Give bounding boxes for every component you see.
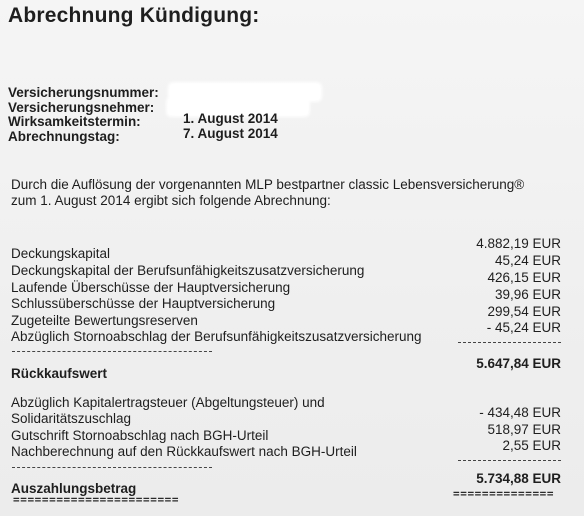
surrender-value-label: Rückkaufswert	[11, 366, 108, 381]
payout-amount-value: 5.734,88 EUR	[476, 471, 561, 486]
effective-date-value: 1. August 2014	[183, 111, 278, 126]
settlement-date-label: Abrechnungstag:	[8, 129, 120, 144]
row-label: Solidaritätszuschlag	[11, 411, 132, 426]
row-value: 518,97 EUR	[487, 422, 561, 437]
double-rule: =======================	[13, 493, 180, 506]
policyholder-label: Versicherungsnehmer:	[8, 100, 155, 115]
dashed-separator	[12, 351, 212, 352]
row-value: 2,55 EUR	[502, 438, 561, 453]
row-label: Laufende Überschüsse der Hauptversicherung	[11, 280, 291, 295]
row-value: - 45,24 EUR	[486, 320, 561, 335]
row-value: 39,96 EUR	[494, 287, 561, 302]
row-label: Schlussüberschüsse der Hauptversicherung	[11, 296, 276, 311]
row-label: Deckungskapital der Berufsunfähigkeitszusatzversicherung	[11, 263, 365, 278]
intro-line-2: zum 1. August 2014 ergibt sich folgende Abrechnung:	[11, 193, 331, 208]
surrender-value-amount: 5.647,84 EUR	[476, 356, 561, 371]
row-value: 299,54 EUR	[487, 304, 561, 319]
row-value: - 434,48 EUR	[479, 405, 561, 420]
document-title: Abrechnung Kündigung:	[8, 4, 260, 27]
dashed-separator	[458, 342, 561, 343]
row-value: 426,15 EUR	[487, 270, 561, 285]
redacted-policy-number	[170, 84, 320, 100]
row-label: Abzüglich Stornoabschlag der Berufsunfähigkeitszusatzversicherung	[11, 329, 422, 344]
row-value: 4.882,19 EUR	[476, 236, 561, 251]
row-label: Abzüglich Kapitalertragsteuer (Abgeltungsteuer) und	[11, 395, 325, 410]
row-label: Gutschrift Stornoabschlag nach BGH-Urteil	[11, 428, 269, 443]
row-label: Zugeteilte Bewertungsreserven	[11, 313, 198, 328]
intro-line-1: Durch die Auflösung der vorgenannten MLP bestpartner classic Lebensversicherung®	[11, 177, 525, 192]
effective-date-label: Wirksamkeitstermin:	[8, 114, 141, 129]
row-label: Deckungskapital	[11, 246, 111, 261]
double-rule: ==============	[453, 487, 555, 500]
row-value: 45,24 EUR	[494, 253, 561, 268]
settlement-date-value: 7. August 2014	[183, 126, 278, 141]
payout-amount-label: Auszahlungsbetrag	[11, 481, 137, 496]
row-label: Nachberechnung auf den Rückkaufswert nach BGH-Urteil	[11, 444, 357, 459]
policy-number-label: Versicherungsnummer:	[8, 85, 159, 100]
dashed-separator	[12, 467, 212, 468]
dashed-separator	[458, 460, 561, 461]
